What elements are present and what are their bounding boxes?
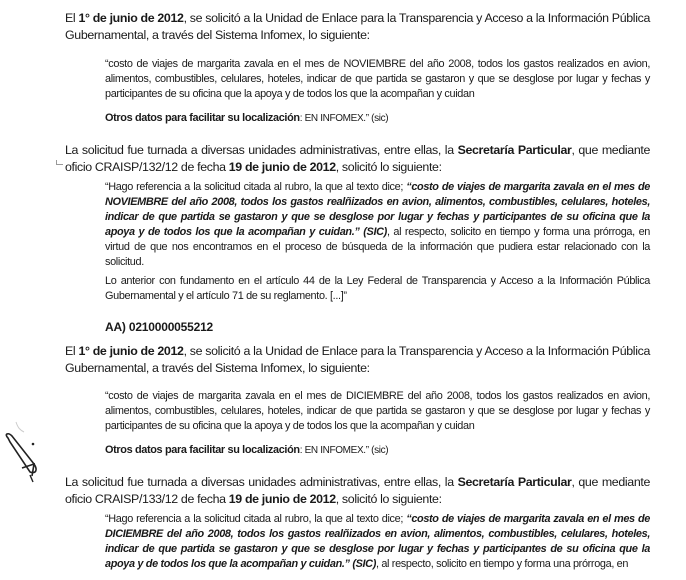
- section-heading: AA) 0210000055212: [105, 320, 214, 334]
- other-data-line: [105, 111, 650, 126]
- other-data-value: : EN INFOMEX.” (sic): [299, 113, 389, 124]
- request-quote-text: “costo de viajes de margarita zavala en el mes de DICIEMBRE del año 2008, todos los gastos realizados en avion, alimentos, combustibles, celulares, hoteles, indicar de que partida se gastaron y que se desglose por lugar y fechas y participantes de su oficina que la apoya y de todos los que la acompañan y cuidan: [105, 390, 650, 432]
- request-quote: [105, 57, 650, 102]
- text: , solicitó lo siguiente:: [335, 492, 442, 506]
- text: , que mediante oficio CRAISP/132/12 de fecha: [65, 143, 651, 174]
- unit-name: Secretaría Particular: [457, 143, 572, 157]
- text: , solicitó lo siguiente:: [335, 160, 442, 174]
- text: “Hago referencia a la solicitud citada al rubro, la que al texto dice;: [105, 513, 407, 525]
- other-data-label: Otros datos para facilitar su localización: [105, 112, 300, 124]
- legal-basis-text: Lo anterior con fundamento en el artículo 44 de la Ley Federal de Transparencia y Acceso a la Información Pública Gubernamental y el artículo 71 de su reglamento. [...]”: [105, 275, 650, 302]
- quoted-request: “costo de viajes de margarita zavala en el mes de NOVIEMBRE del año 2008, todos los gastos realñizados en avion, alimentos, combustibles, celulares, hoteles, indicar de que partida se gastaron y que se desglose por lugar y fechas y participantes de su oficina que la apoya y de todos los que la acompañan y cuidan.” (SIC): [105, 181, 650, 238]
- text: , se solicitó a la Unidad de Enlace para la Transparencia y Acceso a la Información Pública Gubernamental, a través del Sistema Infomex, lo siguiente:: [65, 344, 650, 375]
- office-date: 19 de junio de 2012: [228, 492, 336, 506]
- text: El: [65, 11, 79, 25]
- reply-quote: [105, 512, 650, 572]
- handwritten-initial-mark: [0, 420, 50, 500]
- quoted-request: “costo de viajes de margarita zavala en el mes de DICIEMBRE del año 2008, todos los gastos realñizados en avion, alimentos, combustibles, celulares, hoteles, indicar de que partida se gastaron y que se desglose por lugar y fechas y participantes de su oficina que la apoya y de todos los que la acompañan y cuidan.” (SIC): [105, 513, 650, 570]
- text: , que mediante oficio CRAISP/133/12 de fecha: [65, 475, 651, 506]
- legal-basis-paragraph: [105, 274, 650, 304]
- text: La solicitud fue turnada a diversas unidades administrativas, entre ellas, la: [65, 143, 458, 157]
- text: , se solicitó a la Unidad de Enlace para la Transparencia y Acceso a la Información Pública Gubernamental, a través del Sistema Infomex, lo siguiente:: [65, 11, 650, 42]
- request-date: 1° de junio de 2012: [78, 11, 184, 25]
- reply-quote: [105, 180, 650, 270]
- text: El: [65, 344, 79, 358]
- request-date: 1° de junio de 2012: [78, 344, 184, 358]
- unit-name: Secretaría Particular: [457, 475, 572, 489]
- other-data-line: [105, 443, 650, 458]
- text: , al respecto, solicito en tiempo y forma una prórroga, en: [375, 558, 629, 570]
- text: , al respecto, solicito en tiempo y forma una prórroga, en virtud de que nos encontramos en el proceso de búsqueda de la información que pudiera estar relacionado con la solicitud.: [105, 226, 650, 268]
- request-intro-paragraph: [65, 10, 650, 44]
- office-date: 19 de junio de 2012: [228, 160, 336, 174]
- other-data-value: : EN INFOMEX.” (sic): [299, 445, 389, 456]
- other-data-label: Otros datos para facilitar su localización: [105, 444, 300, 456]
- request-intro-paragraph: [65, 343, 650, 377]
- request-quote-text: “costo de viajes de margarita zavala en el mes de NOVIEMBRE del año 2008, todos los gastos realizados en avion, alimentos, combustibles, celulares, hoteles, indicar de que partida se gastaron y que se desglose por lugar y fechas y participantes de su oficina que la apoya y de todos los que la acompañan y cuidan: [105, 58, 650, 100]
- turnada-paragraph: [65, 142, 650, 176]
- text: La solicitud fue turnada a diversas unidades administrativas, entre ellas, la: [65, 475, 458, 489]
- request-quote: [105, 389, 650, 434]
- turnada-paragraph: [65, 474, 650, 508]
- scan-mark: [56, 160, 63, 165]
- text: “Hago referencia a la solicitud citada al rubro, la que al texto dice;: [105, 181, 407, 193]
